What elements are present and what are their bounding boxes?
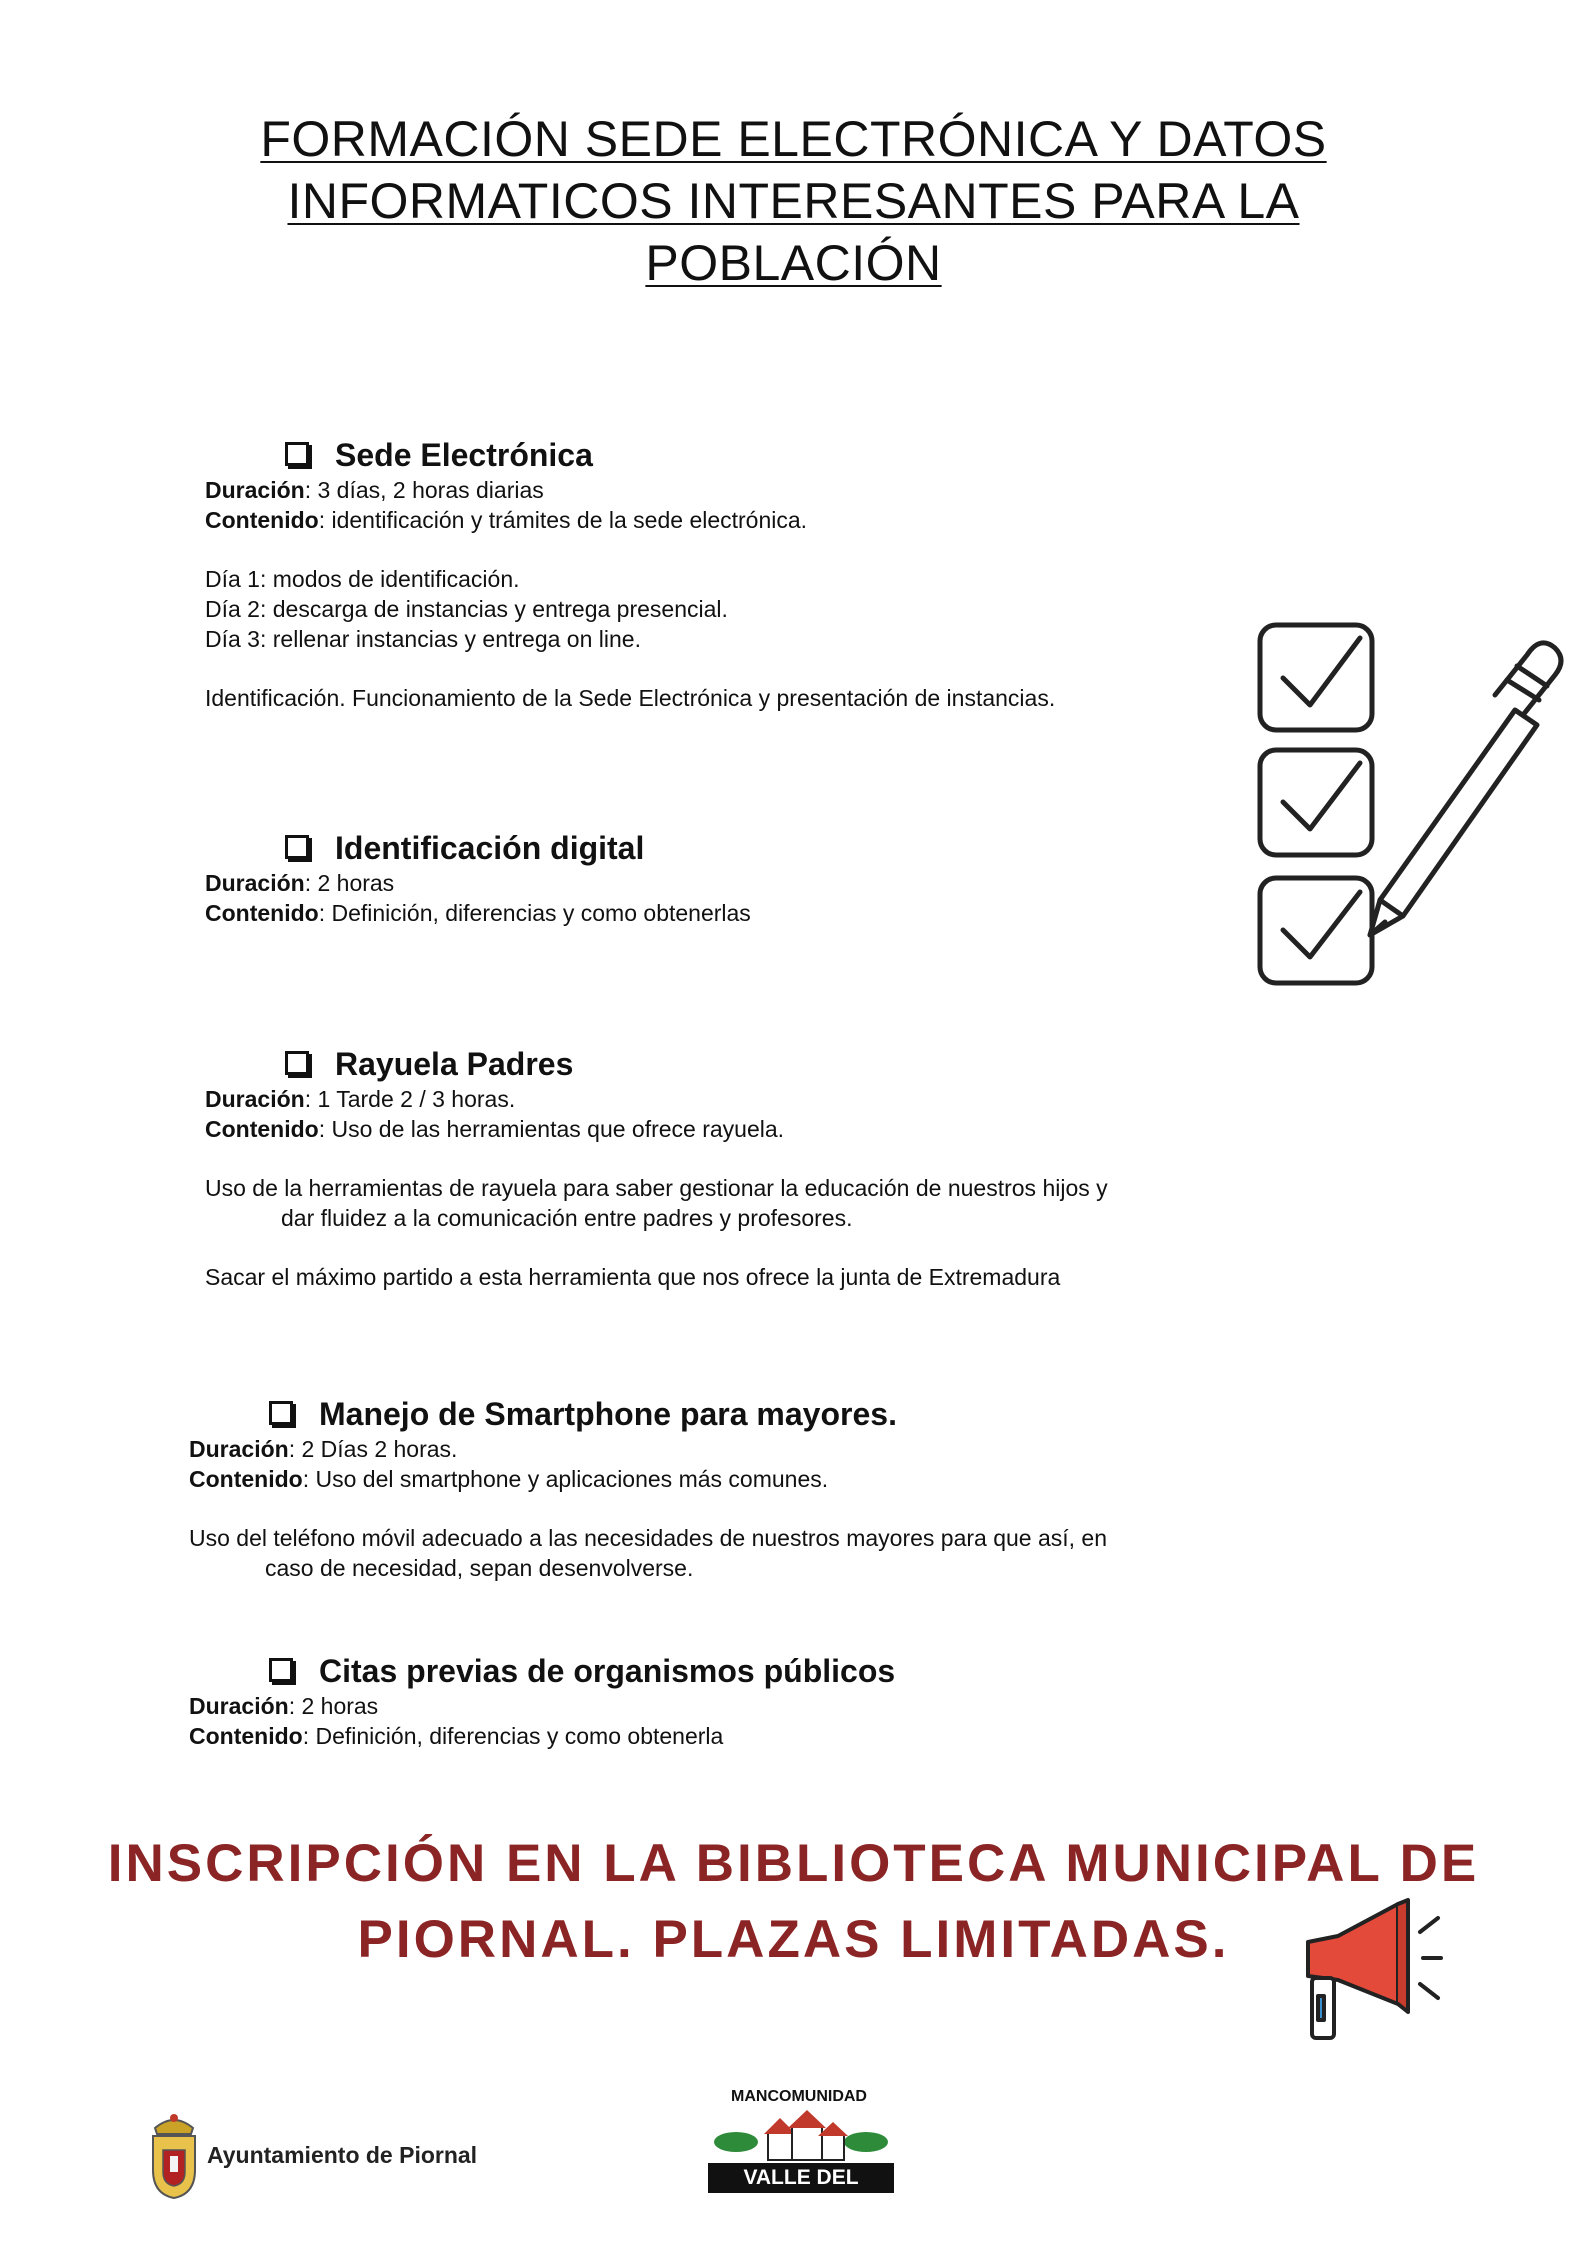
content-label: Contenido <box>189 1466 303 1492</box>
day-2-line: Día 2: descarga de instancias y entrega presencial. <box>205 596 728 622</box>
duration-value: : 3 días, 2 horas diarias <box>304 477 544 503</box>
section-smartphone-mayores <box>189 1394 1107 1583</box>
duration-label: Duración <box>205 870 305 896</box>
section-citas-previas <box>189 1651 895 1751</box>
day-1-line: Día 1: modos de identificación. <box>205 566 520 592</box>
title-line-1: FORMACIÓN SEDE ELECTRÓNICA Y DATOS <box>260 111 1327 167</box>
duration-label: Duración <box>205 1086 305 1112</box>
section-heading: Rayuela Padres <box>335 1046 574 1082</box>
paragraph-line: Uso de la herramientas de rayuela para saber gestionar la educación de nuestros hijos y <box>205 1175 1108 1201</box>
section-heading: Manejo de Smartphone para mayores. <box>319 1396 897 1432</box>
cta-line-1: INSCRIPCIÓN EN LA BIBLIOTECA MUNICIPAL DE <box>107 1834 1480 1893</box>
section-heading: Identificación digital <box>335 830 645 866</box>
section-heading: Sede Electrónica <box>335 437 593 473</box>
duration-value: : 2 horas <box>304 870 395 896</box>
content-label: Contenido <box>205 507 319 533</box>
content-value: : Uso del smartphone y aplicaciones más comunes. <box>302 1466 829 1492</box>
content-value: : Definición, diferencias y como obtenerla <box>302 1723 724 1749</box>
coat-of-arms-logo <box>145 2110 203 2200</box>
checklist-pen-icon <box>1255 620 1565 995</box>
ayuntamiento-name: Ayuntamiento de Piornal <box>207 2142 478 2168</box>
checkbox-bullet-icon <box>285 835 309 859</box>
mancomunidad-title: MANCOMUNIDAD <box>731 2088 867 2105</box>
checkbox-bullet-icon <box>269 1401 293 1425</box>
content-label: Contenido <box>205 900 319 926</box>
paragraph-line: Sacar el máximo partido a esta herramienta que nos ofrece la junta de Extremadura <box>205 1264 1061 1290</box>
day-3-line: Día 3: rellenar instancias y entrega on line. <box>205 626 641 652</box>
section-note: Identificación. Funcionamiento de la Sede Electrónica y presentación de instancias. <box>205 685 1056 711</box>
paragraph-line: caso de necesidad, sepan desenvolverse. <box>265 1555 694 1581</box>
megaphone-icon <box>1298 1892 1443 2042</box>
duration-label: Duración <box>189 1436 289 1462</box>
cta-line-2: PIORNAL. PLAZAS LIMITADAS. <box>357 1910 1230 1969</box>
content-value: : Uso de las herramientas que ofrece rayuela. <box>318 1116 785 1142</box>
duration-label: Duración <box>205 477 305 503</box>
section-rayuela-padres <box>205 1044 1108 1292</box>
page-title <box>0 108 1587 294</box>
checkbox-bullet-icon <box>269 1658 293 1682</box>
duration-label: Duración <box>189 1693 289 1719</box>
section-heading: Citas previas de organismos públicos <box>319 1653 896 1689</box>
paragraph-line: dar fluidez a la comunicación entre padres y profesores. <box>281 1205 853 1231</box>
section-sede-electronica <box>205 435 1055 713</box>
paragraph-line: Uso del teléfono móvil adecuado a las necesidades de nuestros mayores para que así, en <box>189 1525 1108 1551</box>
mancomunidad-subtitle: VALLE DEL JERTE <box>708 2163 894 2193</box>
checkbox-bullet-icon <box>285 1051 309 1075</box>
content-value: : Definición, diferencias y como obtenerlas <box>318 900 751 926</box>
title-line-3: POBLACIÓN <box>645 235 942 291</box>
duration-value: : 2 horas <box>288 1693 379 1719</box>
checkbox-bullet-icon <box>285 442 309 466</box>
content-label: Contenido <box>189 1723 303 1749</box>
content-label: Contenido <box>205 1116 319 1142</box>
duration-value: : 1 Tarde 2 / 3 horas. <box>304 1086 516 1112</box>
section-identificacion-digital <box>205 828 751 928</box>
village-icon <box>708 2110 894 2162</box>
content-value: : identificación y trámites de la sede electrónica. <box>318 507 808 533</box>
duration-value: : 2 Días 2 horas. <box>288 1436 458 1462</box>
title-line-2: INFORMATICOS INTERESANTES PARA LA <box>287 173 1300 229</box>
